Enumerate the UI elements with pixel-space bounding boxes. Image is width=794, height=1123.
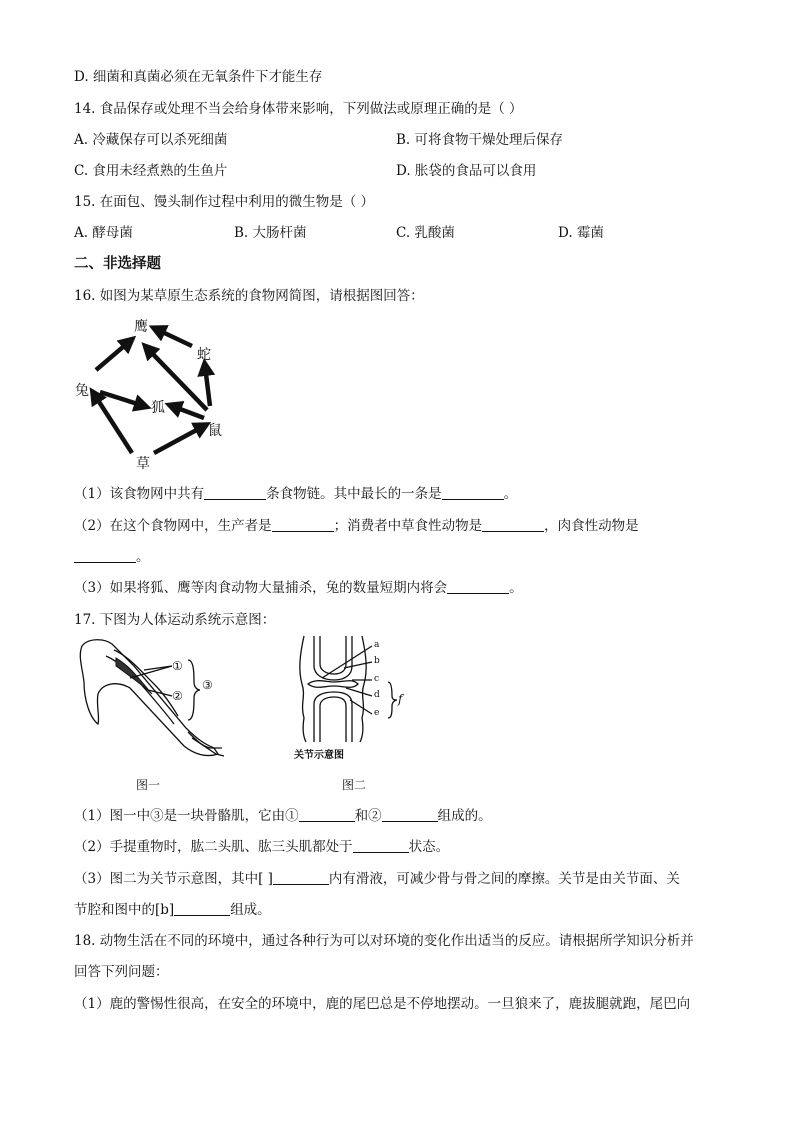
q17-p1-text-a: （1）图一中③是一块骨骼肌，它由① bbox=[74, 808, 299, 824]
q17-part3 bbox=[74, 870, 680, 888]
arrow-grass-rabbit bbox=[94, 394, 132, 453]
q16-p2-blank-1[interactable] bbox=[272, 517, 334, 532]
q14-option-b: B. 可将食物干燥处理后保存 bbox=[396, 132, 564, 148]
arrow-rabbit-fox bbox=[100, 392, 144, 406]
q18-stem-line2: 回答下列问题： bbox=[74, 964, 169, 980]
q16-p2-text-c: ，肉食性动物是 bbox=[544, 518, 639, 534]
node-rabbit: 兔 bbox=[75, 383, 89, 399]
q15-option-a: A. 酵母菌 bbox=[74, 225, 133, 241]
q17-p2-blank-1[interactable] bbox=[353, 838, 409, 853]
q16-part1 bbox=[74, 485, 517, 503]
joint-label-a: a bbox=[374, 640, 380, 650]
joint-label-d: d bbox=[374, 690, 380, 700]
q17-p1-blank-2[interactable] bbox=[382, 807, 438, 822]
q17-p3-text-b: 内有滑液，可减少骨与骨之间的摩擦。关节是由关节面、关 bbox=[328, 871, 680, 887]
q17-p3-text-c: 节腔和图中的[b] bbox=[74, 902, 175, 918]
q16-p1-text-a: （1）该食物网中共有 bbox=[74, 486, 205, 502]
arrow-mouse-snake bbox=[205, 366, 210, 406]
q16-p2-blank-3[interactable] bbox=[74, 548, 136, 563]
q17-p1-text-c: 组成的。 bbox=[437, 808, 492, 824]
q16-part2-cont bbox=[74, 548, 150, 566]
q16-p1-text-b: 条食物链。其中最长的一条是 bbox=[266, 486, 442, 502]
q17-p3-blank-2[interactable] bbox=[174, 901, 230, 916]
q17-part2 bbox=[74, 838, 449, 856]
node-grass: 草 bbox=[136, 456, 150, 472]
q14-stem: 14. 食品保存或处理不当会给身体带来影响，下列做法或原理正确的是（ ） bbox=[74, 101, 523, 117]
arm-sketch bbox=[76, 636, 226, 766]
q16-p2-blank-2[interactable] bbox=[482, 517, 544, 532]
q16-p3-text-b: 。 bbox=[509, 580, 523, 596]
arrow-snake-eagle bbox=[156, 329, 192, 346]
figure2-caption: 图二 bbox=[342, 778, 367, 792]
q16-p1-blank-2[interactable] bbox=[442, 485, 504, 500]
q16-stem: 16. 如图为某草原生态系统的食物网简图，请根据图回答： bbox=[74, 288, 424, 304]
figure1-caption: 图一 bbox=[136, 778, 161, 792]
q15-option-d: D. 霉菌 bbox=[558, 225, 604, 241]
q15-option-b: B. 大肠杆菌 bbox=[234, 225, 307, 241]
q15-stem: 15. 在面包、馒头制作过程中利用的微生物是（ ） bbox=[74, 194, 375, 210]
q17-p2-text-a: （2）手提重物时，肱二头肌、肱三头肌都处于 bbox=[74, 839, 353, 855]
joint-diagram-title: 关节示意图 bbox=[294, 750, 344, 761]
q17-p3-blank-1[interactable] bbox=[273, 870, 329, 885]
food-web-diagram bbox=[72, 308, 232, 470]
arrow-rabbit-eagle bbox=[96, 341, 130, 370]
joint-label-b: b bbox=[374, 656, 380, 666]
muscle-mark-3: ③ bbox=[202, 678, 213, 692]
q16-p1-blank-1[interactable] bbox=[204, 485, 266, 500]
food-web-arrows bbox=[72, 308, 232, 470]
q16-part3 bbox=[74, 579, 523, 597]
section-title: 二、非选择题 bbox=[74, 255, 161, 272]
q17-stem: 17. 下图为人体运动系统示意图： bbox=[74, 612, 276, 628]
q17-p1-text-b: 和② bbox=[354, 808, 382, 824]
node-mouse: 鼠 bbox=[208, 423, 222, 439]
arrow-grass-mouse bbox=[154, 426, 204, 453]
q17-p2-text-b: 状态。 bbox=[408, 839, 450, 855]
q16-p2-text-a: （2）在这个食物网中，生产者是 bbox=[74, 518, 272, 534]
q16-part2 bbox=[74, 517, 639, 535]
q16-p2-text-d: 。 bbox=[136, 549, 150, 565]
q14-option-c: C. 食用未经煮熟的生鱼片 bbox=[74, 163, 228, 179]
muscle-mark-1: ① bbox=[172, 659, 183, 673]
joint-label-f: f bbox=[398, 692, 403, 706]
q18-part1: （1）鹿的警惕性很高，在安全的环境中，鹿的尾巴总是不停地摆动。一旦狼来了，鹿拔腿就跑，尾巴向 bbox=[74, 996, 691, 1012]
q16-p2-text-b: ；消费者中草食性动物是 bbox=[333, 518, 483, 534]
muscle-mark-2: ② bbox=[172, 689, 183, 703]
q13-option-d: D. 细菌和真菌必须在无氧条件下才能生存 bbox=[74, 69, 323, 85]
joint-diagram bbox=[292, 634, 412, 764]
q16-p3-text-a: （3）如果将狐、鹰等肉食动物大量捕杀，兔的数量短期内将会 bbox=[74, 580, 448, 596]
q17-p3-text-d: 组成。 bbox=[230, 902, 271, 918]
joint-sketch bbox=[292, 634, 412, 744]
q14-option-d: D. 胀袋的食品可以食用 bbox=[396, 163, 537, 179]
q16-p1-text-c: 。 bbox=[503, 486, 518, 502]
q17-p1-blank-1[interactable] bbox=[299, 807, 355, 822]
q14-option-a: A. 冷藏保存可以杀死细菌 bbox=[74, 132, 228, 148]
node-eagle: 鹰 bbox=[134, 319, 148, 335]
arm-muscle-diagram bbox=[76, 636, 226, 766]
q16-p3-blank-1[interactable] bbox=[447, 579, 509, 594]
joint-label-c: c bbox=[374, 674, 380, 684]
node-fox: 狐 bbox=[151, 400, 165, 416]
q18-stem-line1: 18. 动物生活在不同的环境中，通过各种行为可以对环境的变化作出适当的反应。请根据所学知识分析并 bbox=[74, 933, 694, 949]
q17-part3-cont bbox=[74, 901, 271, 919]
q15-option-c: C. 乳酸菌 bbox=[396, 225, 455, 241]
joint-label-e: e bbox=[374, 708, 380, 718]
node-snake: 蛇 bbox=[197, 347, 211, 363]
arrow-mouse-fox bbox=[172, 406, 204, 418]
q17-part1 bbox=[74, 807, 492, 825]
q17-p3-text-a: （3）图二为关节示意图，其中[ ] bbox=[74, 871, 273, 887]
